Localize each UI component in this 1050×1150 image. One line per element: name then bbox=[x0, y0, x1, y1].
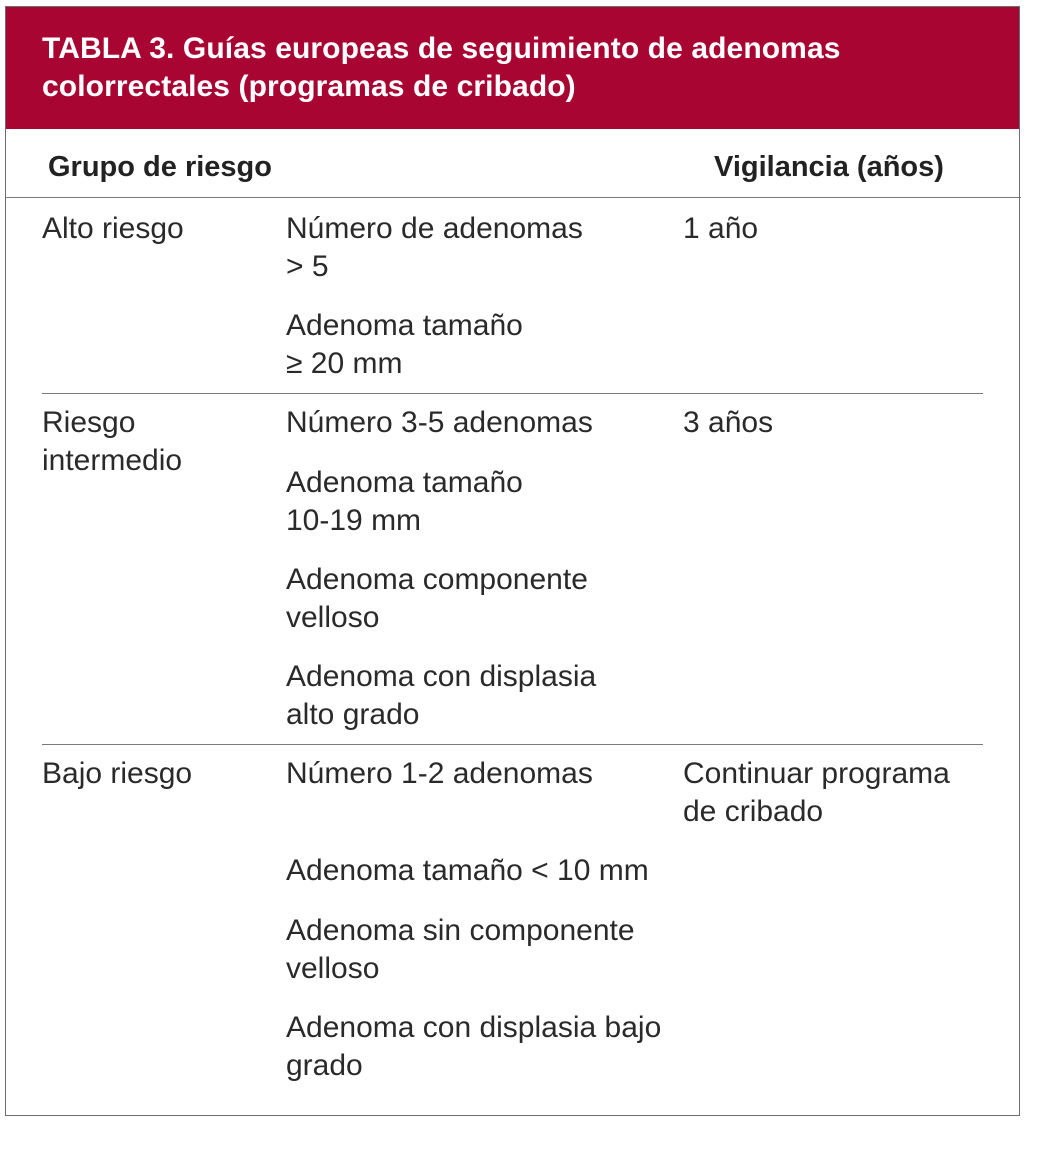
row-low-risk-criterion-2 bbox=[286, 852, 649, 890]
row-low-risk-criterion-3 bbox=[286, 912, 635, 988]
row-divider bbox=[42, 744, 983, 745]
row-low-risk-criterion-1 bbox=[286, 755, 593, 793]
row-intermediate-risk-criterion-3 bbox=[286, 561, 588, 637]
criterion-line: Adenoma componente bbox=[286, 563, 588, 596]
criterion-line: Adenoma sin componente bbox=[286, 914, 635, 947]
row-divider bbox=[42, 393, 983, 394]
criterion-line: velloso bbox=[286, 952, 380, 985]
row-intermediate-risk-criterion-2 bbox=[286, 464, 523, 540]
surveillance-line: Continuar programa bbox=[683, 757, 950, 790]
criterion-line: Número 1-2 adenomas bbox=[286, 757, 593, 790]
surveillance-line: de cribado bbox=[683, 795, 824, 828]
row-low-risk-criterion-4 bbox=[286, 1009, 661, 1085]
criterion-line: Adenoma tamaño bbox=[286, 466, 523, 499]
criterion-line: ≥ 20 mm bbox=[286, 347, 403, 380]
group-line: Riesgo bbox=[42, 406, 136, 439]
table-title-bar bbox=[6, 7, 1019, 129]
criterion-line: Adenoma tamaño bbox=[286, 309, 523, 342]
table-title-line-1: TABLA 3. Guías europeas de seguimiento de adenomas bbox=[42, 32, 841, 65]
guidelines-table bbox=[5, 6, 1020, 1116]
table-title-line-2: colorrectales (programas de cribado) bbox=[42, 70, 576, 103]
criterion-line: Número 3-5 adenomas bbox=[286, 406, 593, 439]
row-low-risk-group: Bajo riesgo bbox=[42, 757, 193, 790]
criterion-line: velloso bbox=[286, 601, 380, 634]
row-low-risk-surveillance bbox=[683, 755, 950, 831]
column-header-surveillance: Vigilancia (años) bbox=[714, 151, 944, 183]
criterion-line: Adenoma con displasia bbox=[286, 660, 597, 693]
row-intermediate-risk-criterion-4 bbox=[286, 658, 596, 734]
row-high-risk-surveillance: 1 año bbox=[683, 212, 759, 245]
group-line: intermedio bbox=[42, 444, 183, 477]
criterion-line: alto grado bbox=[286, 698, 420, 731]
row-intermediate-risk-surveillance: 3 años bbox=[683, 406, 774, 439]
row-intermediate-risk-group bbox=[42, 404, 182, 480]
column-header-risk-group: Grupo de riesgo bbox=[48, 151, 272, 183]
criterion-line: 10-19 mm bbox=[286, 504, 422, 537]
row-intermediate-risk-criterion-1 bbox=[286, 404, 593, 442]
header-divider bbox=[6, 197, 1021, 198]
criterion-line: > 5 bbox=[286, 250, 329, 283]
criterion-line: Adenoma tamaño < 10 mm bbox=[286, 854, 649, 887]
criterion-line: Adenoma con displasia bajo bbox=[286, 1011, 662, 1044]
criterion-line: Número de adenomas bbox=[286, 212, 583, 245]
row-high-risk-criterion-1 bbox=[286, 210, 583, 286]
row-high-risk-group: Alto riesgo bbox=[42, 212, 184, 245]
criterion-line: grado bbox=[286, 1049, 363, 1082]
row-high-risk-criterion-2 bbox=[286, 307, 523, 383]
